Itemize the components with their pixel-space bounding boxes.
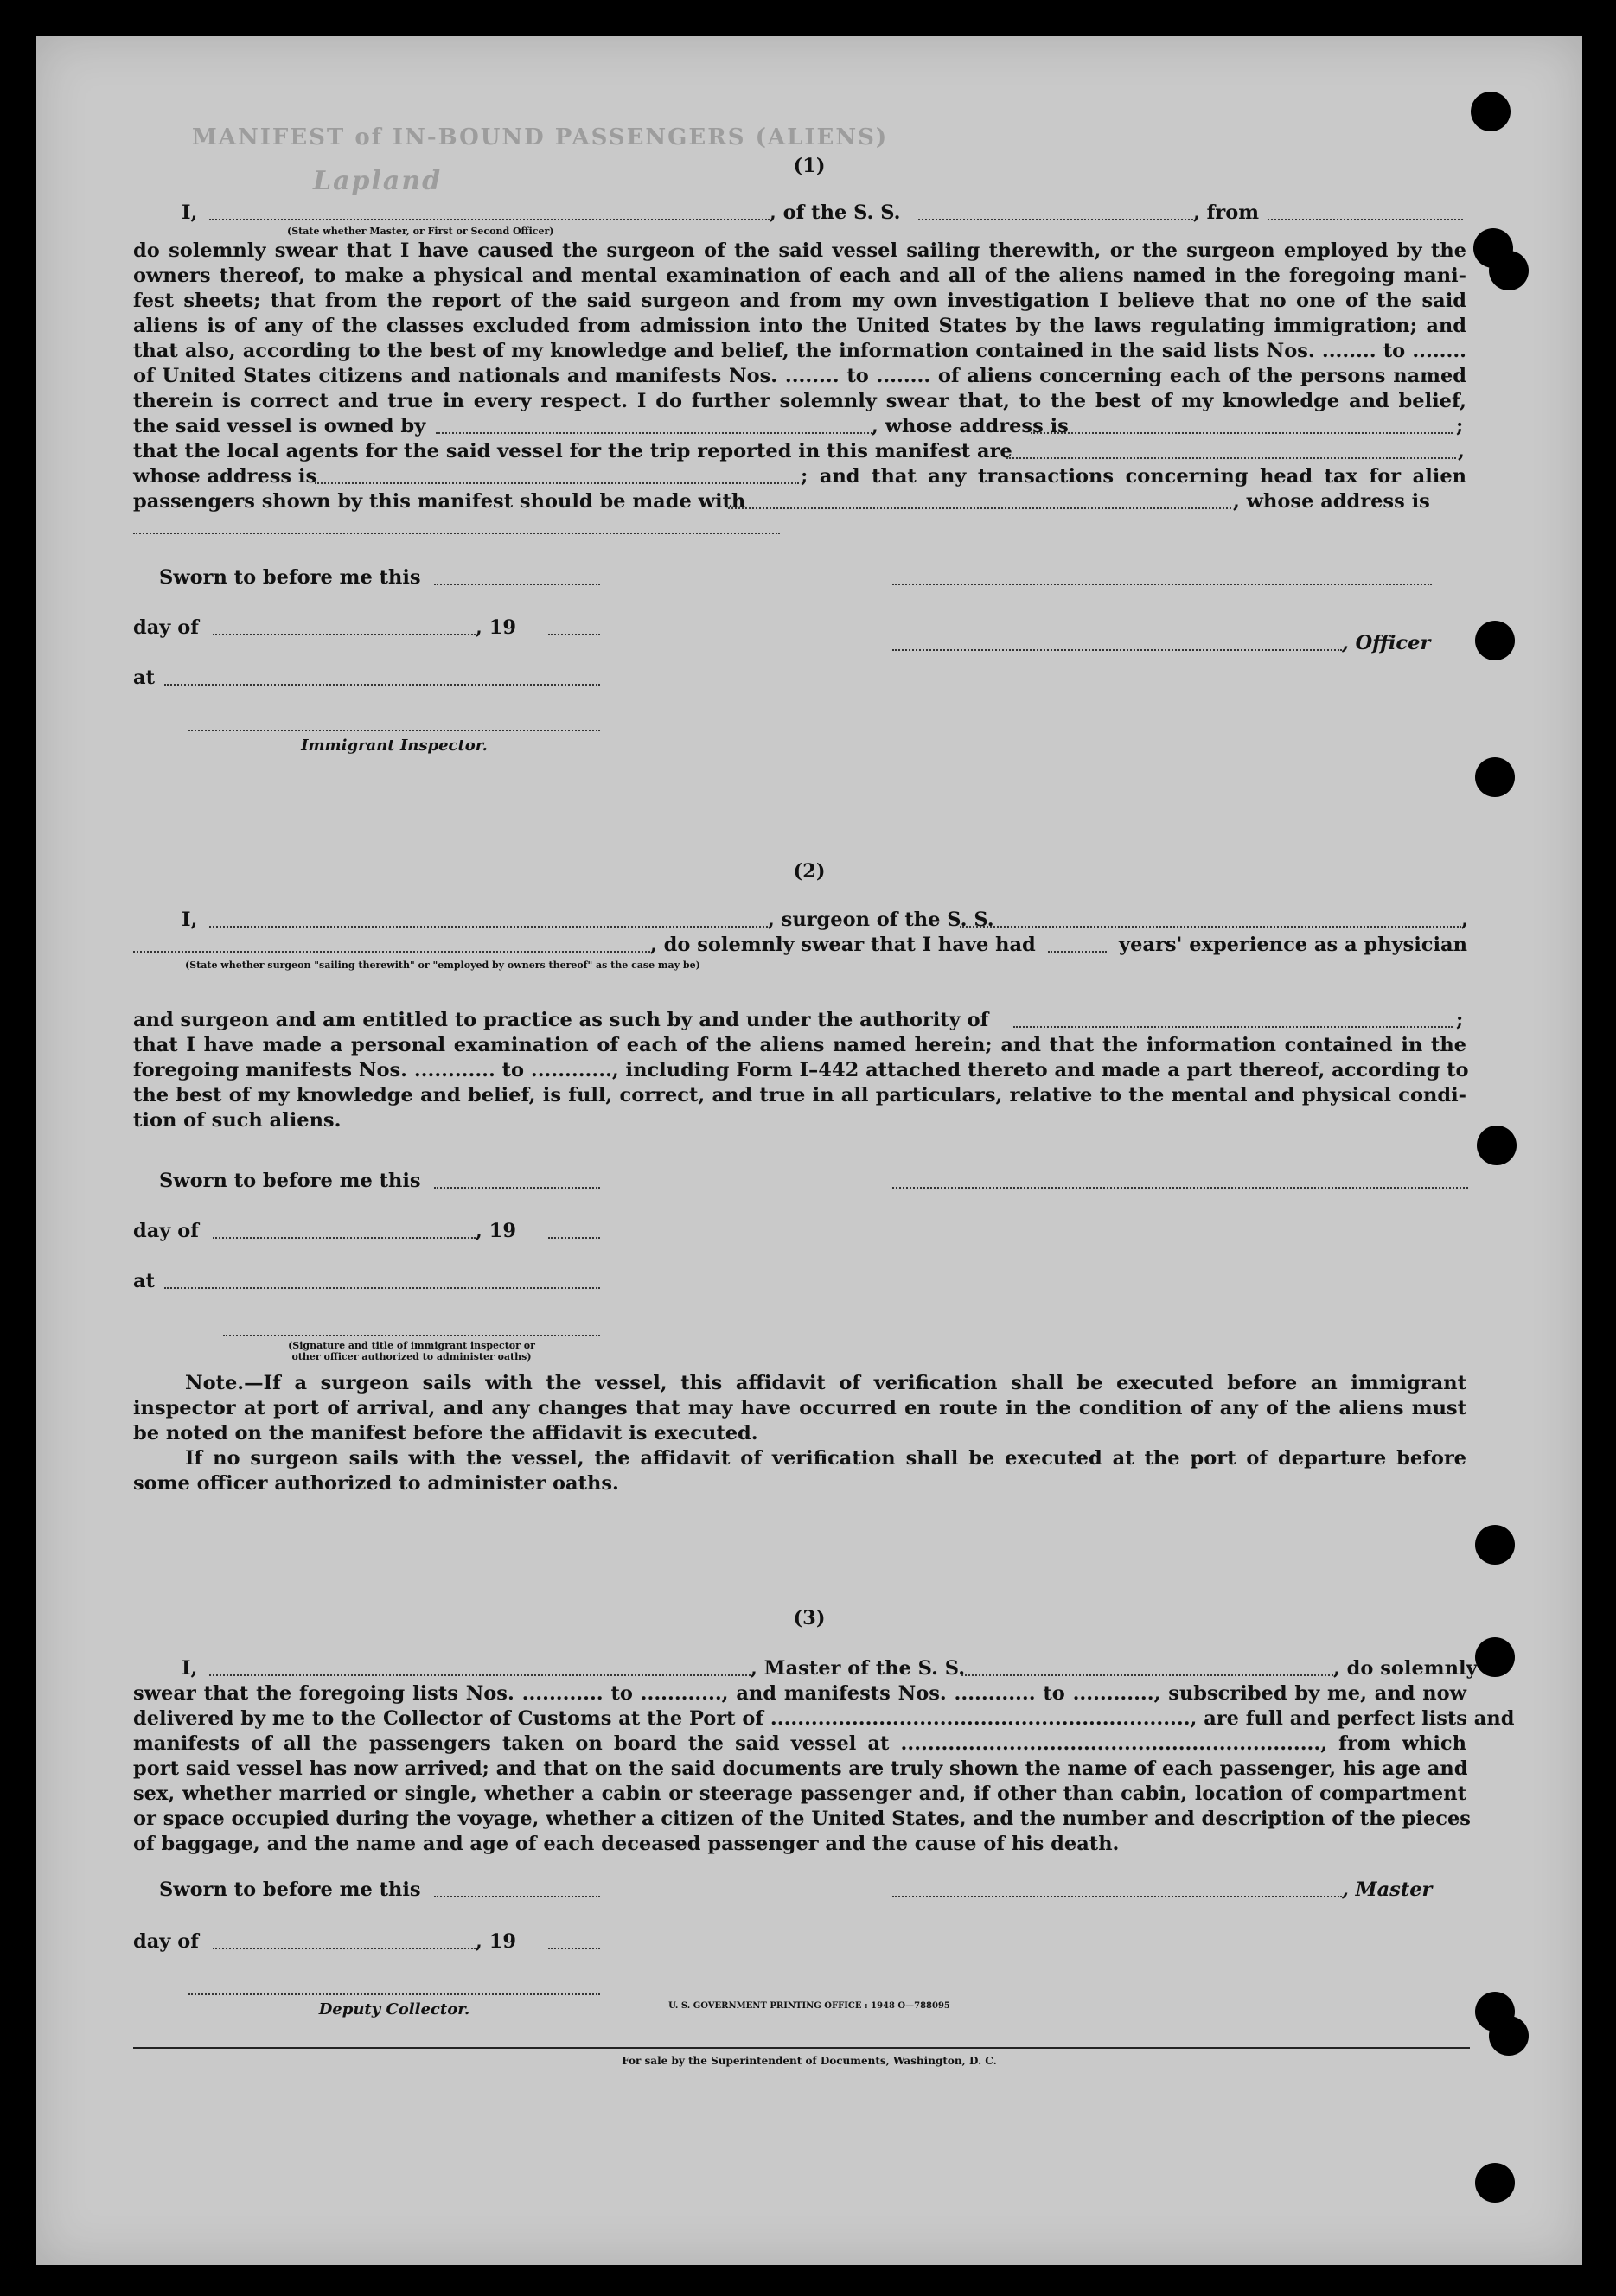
- sworn-year-field[interactable]: [548, 634, 600, 635]
- field-label: , 19: [476, 616, 516, 639]
- field-label: , do solemnly swear that I have had: [650, 934, 1036, 956]
- ship-name-field[interactable]: [960, 926, 1461, 928]
- field-label: I,: [182, 1657, 198, 1680]
- punch-hole: [1475, 757, 1515, 797]
- field-label: ; and that any transactions concerning head tax for alien: [801, 465, 1466, 488]
- punch-hole: [1475, 2163, 1515, 2203]
- examination-paragraph: that I have made a personal examination of each of the aliens named herein; and that the information contained in the foregoing manifests Nos. ............ to ............, including Form I–442 attached thereto and made a part thereof, according to the best of my knowledge and belief, is full, correct, and true in all particulars, relative to the mental and physical condi- tion of such aliens.: [133, 1034, 1469, 1132]
- sworn-place-field[interactable]: [164, 684, 600, 686]
- signature-caption: Immigrant Inspector.: [301, 737, 488, 755]
- signature-caption: , Master: [1342, 1878, 1433, 1901]
- sworn-day-field[interactable]: [434, 584, 600, 585]
- officer-signature-line[interactable]: [892, 584, 1432, 585]
- field-label: Sworn to before me this: [159, 566, 421, 589]
- field-label: Sworn to before me this: [159, 1878, 421, 1901]
- officer-title-line[interactable]: [892, 649, 1342, 651]
- punch-hole: [1477, 1126, 1517, 1165]
- punch-hole: [1471, 92, 1511, 131]
- footer-rule: [133, 2047, 1470, 2049]
- ship-name-field[interactable]: [918, 219, 1193, 220]
- field-label: that the local agents for the said vessel for the trip reported in this manifest are: [133, 440, 1012, 462]
- agents-field[interactable]: [1006, 457, 1456, 459]
- bleed-through-signature: Lapland: [313, 166, 443, 196]
- signature-caption: Deputy Collector.: [318, 2000, 470, 2019]
- inspector-signature-line[interactable]: [188, 730, 600, 731]
- signature-caption: , Officer: [1342, 632, 1431, 654]
- head-tax-address-field[interactable]: [133, 533, 780, 534]
- field-label: , whose address is: [1233, 490, 1430, 513]
- section-number: (1): [793, 155, 826, 177]
- field-label: , surgeon of the S. S.: [768, 909, 994, 931]
- punch-hole: [1489, 2016, 1529, 2056]
- owner-address-field[interactable]: [1031, 432, 1453, 434]
- field-label: , 19: [476, 1220, 516, 1242]
- surgeon-status-field[interactable]: [133, 951, 650, 953]
- master-signature-line[interactable]: [892, 1896, 1342, 1897]
- punch-hole: [1475, 1525, 1515, 1565]
- surgeon-signature-line[interactable]: [892, 1187, 1468, 1189]
- punch-hole: [1475, 1637, 1515, 1677]
- document-page: [36, 36, 1582, 2265]
- surgeon-name-field[interactable]: [209, 926, 768, 928]
- field-label: , do solemnly: [1333, 1657, 1478, 1680]
- inspector-signature-line[interactable]: [223, 1335, 600, 1336]
- punch-hole: [1475, 621, 1515, 660]
- field-label: , of the S. S.: [770, 201, 901, 224]
- authority-field[interactable]: [1013, 1026, 1453, 1028]
- owner-field[interactable]: [436, 432, 875, 434]
- years-experience-field[interactable]: [1048, 951, 1107, 953]
- field-label: the said vessel is owned by: [133, 415, 426, 437]
- sworn-day-field[interactable]: [434, 1187, 600, 1189]
- sworn-year-field[interactable]: [548, 1237, 600, 1239]
- field-note: (State whether Master, or First or Second Officer): [287, 226, 554, 237]
- field-label: day of: [133, 1930, 199, 1953]
- note-paragraph: Note.—If a surgeon sails with the vessel, this affidavit of verification shall be executed before an immigrant inspector at port of arrival, and any changes that may have occurred en route in the condition of any of the aliens must be noted on the manifest before the affidavit is executed. If no surgeon sails with the vessel, the affidavit of verification shall be executed at the port of departure before some officer authorized to administer oaths.: [133, 1372, 1466, 1495]
- oath-paragraph: do solemnly swear that I have caused the surgeon of the said vessel sailing therewith, or the surgeon employed by the owners thereof, to make a physical and mental examination of each and all of the aliens named in the foregoing mani- fest sheets; that from the report of the said surgeon and from my own investigation I believe that no one of the said aliens is of any of the classes excluded from admission into the United States by the laws regulating immigration; and that also, according to the best of my knowledge and belief, the information contained in the said lists Nos. ........ to ........ of United States citizens and nationals and manifests Nos. ........ to ........ of aliens concerning each of the persons named therein is correct and true in every respect. I do further solemnly swear that, to the best of my knowledge and belief,: [133, 239, 1466, 412]
- field-label: whose address is: [133, 465, 317, 488]
- master-oath-paragraph: swear that the foregoing lists Nos. ............ to ............, and manifests Nos. ............ to ............, subscribed by me, and now delivered by me to the Collector of Customs at the Port of .............................................................., are full and perfect lists and manifests of all the passengers taken on board the said vessel at .............................................................., from which port said vessel has now arrived; and that on the said documents are truly shown the name of each passenger, his age and sex, whether married or single, whether a cabin or steerage passenger and, if other than cabin, location of compartment or space occupied during the voyage, whether a citizen of the United States, and the number and description of the pieces of baggage, and the name and age of each deceased passenger and the cause of his death.: [133, 1682, 1515, 1855]
- field-label: , whose address is: [872, 415, 1069, 437]
- sworn-month-field[interactable]: [213, 1948, 476, 1949]
- field-label: ,: [1458, 440, 1465, 462]
- signature-caption: (Signature and title of immigrant inspector or: [288, 1340, 535, 1351]
- punch-hole: [1489, 251, 1529, 290]
- field-label: ,: [1461, 909, 1468, 931]
- officer-name-field[interactable]: [209, 219, 770, 220]
- field-label: at: [133, 666, 155, 689]
- field-label: I,: [182, 909, 198, 931]
- field-label: ;: [1456, 415, 1464, 437]
- field-label: passengers shown by this manifest should be made with: [133, 490, 746, 513]
- section-number: (3): [793, 1607, 826, 1630]
- field-label: I,: [182, 201, 198, 224]
- field-label: ;: [1456, 1009, 1464, 1031]
- field-label: , 19: [476, 1930, 516, 1953]
- field-label: , from: [1193, 201, 1260, 224]
- head-tax-contact-field[interactable]: [728, 507, 1231, 509]
- field-label: Sworn to before me this: [159, 1170, 421, 1192]
- sworn-place-field[interactable]: [164, 1287, 600, 1289]
- sworn-month-field[interactable]: [213, 1237, 476, 1239]
- master-name-field[interactable]: [209, 1674, 751, 1676]
- sworn-month-field[interactable]: [213, 634, 476, 635]
- field-label: at: [133, 1270, 155, 1292]
- field-label: day of: [133, 1220, 199, 1242]
- gpo-imprint: U. S. GOVERNMENT PRINTING OFFICE : 1948 O—788095: [668, 2001, 950, 2011]
- sworn-year-field[interactable]: [548, 1948, 600, 1949]
- field-label: day of: [133, 616, 199, 639]
- field-label: , Master of the S. S.: [751, 1657, 966, 1680]
- field-label: and surgeon and am entitled to practice as such by and under the authority of: [133, 1009, 989, 1031]
- from-port-field[interactable]: [1268, 219, 1463, 220]
- field-note: (State whether surgeon "sailing therewith" or "employed by owners thereof" as the case may be): [185, 960, 700, 971]
- field-label: years' experience as a physician: [1119, 934, 1467, 956]
- sworn-day-field[interactable]: [434, 1896, 600, 1897]
- sale-notice: For sale by the Superintendent of Documents, Washington, D. C.: [622, 2055, 997, 2067]
- ship-name-field[interactable]: [961, 1674, 1333, 1676]
- collector-signature-line[interactable]: [188, 1993, 600, 1995]
- bleed-through-heading: MANIFEST of IN-BOUND PASSENGERS (ALIENS): [192, 124, 889, 150]
- section-number: (2): [793, 860, 826, 883]
- agents-address-field[interactable]: [315, 482, 799, 484]
- signature-caption: other officer authorized to administer oaths): [291, 1351, 532, 1362]
